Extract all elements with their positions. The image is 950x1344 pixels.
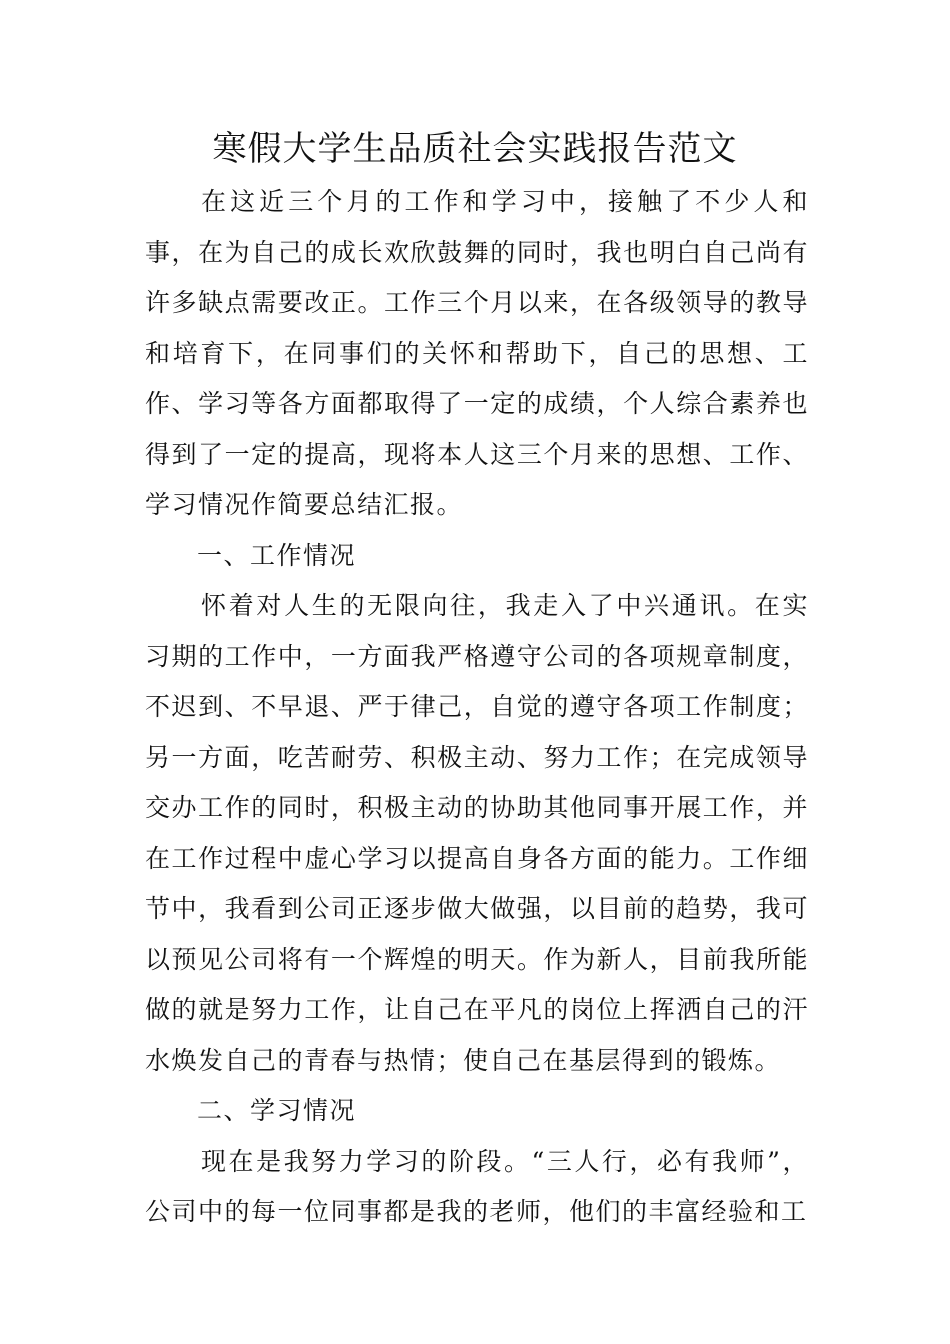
section-heading-study: 二、学习情况 xyxy=(197,1096,357,1125)
section-heading-work: 一、工作情况 xyxy=(197,540,357,570)
paragraph-study: 现在是我努力学习的阶段。“三人行，必有我师”，公司中的每一位同事都是我的老师，他们的丰富经验和工 xyxy=(145,1146,809,1226)
document-title: 寒假大学生品质社会实践报告范文 xyxy=(212,129,738,169)
document-body xyxy=(145,177,809,1238)
paragraph-work: 怀着对人生的无限向往，我走入了中兴通讯。在实习期的工作中，一方面我严格遵守公司的各项规章制度，不迟到、不早退、严于律己，自觉的遵守各项工作制度；另一方面，吃苦耐劳、积极主动、努力工作；在完成领导交办工作的同时，积极主动的协助其他同事开展工作，并在工作过程中虚心学习以提高自身各方面的能力。工作细节中，我看到公司正逐步做大做强，以目前的趋势，我可以预见公司将有一个辉煌的明天。作为新人，目前我所能做的就是努力工作，让自己在平凡的岗位上挥洒自己的汗水焕发自己的青春与热情；使自己在基层得到的锻炼。 xyxy=(145,591,809,1075)
paragraph-intro: 在这近三个月的工作和学习中，接触了不少人和事，在为自己的成长欢欣鼓舞的同时，我也明白自己尚有许多缺点需要改正。工作三个月以来，在各级领导的教导和培育下，在同事们的关怀和帮助下，自己的思想、工作、学习等各方面都取得了一定的成绩，个人综合素养也得到了一定的提高，现将本人这三个月来的思想、工作、学习情况作简要总结汇报。 xyxy=(145,187,809,519)
